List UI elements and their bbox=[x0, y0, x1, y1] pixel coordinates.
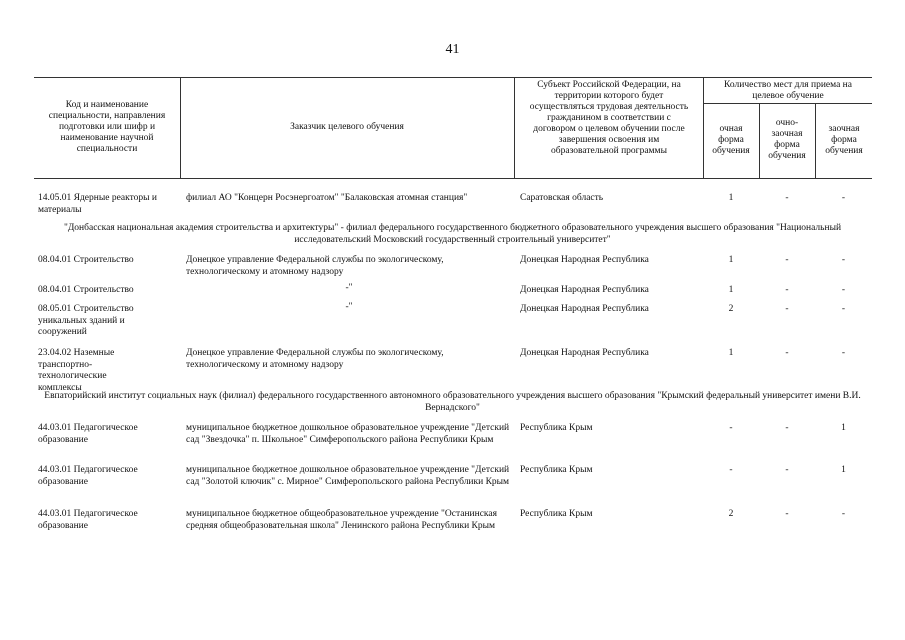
subject-cell: Донецкая Народная Республика bbox=[520, 255, 649, 265]
section-heading: "Донбасская национальная академия строительства и архитектуры" - филиал федерального государственного бюджетного образовательного учреждения высшего образования "Национальный исследовательский Московский государственный строительный университет" bbox=[63, 223, 842, 245]
mixed-cell: - bbox=[785, 423, 789, 433]
customer-cell: Донецкое управление Федеральной службы по экологическому, технологическому и атомному надзору bbox=[186, 255, 444, 277]
subject-cell: Республика Крым bbox=[520, 465, 593, 475]
header-mixed: очно-заочная форма обучения bbox=[768, 118, 806, 161]
fulltime-cell: - bbox=[729, 465, 733, 475]
header-divider bbox=[180, 77, 181, 178]
mixed-cell: - bbox=[785, 255, 789, 265]
header-fulltime: очная форма обучения bbox=[712, 124, 750, 156]
specialty-cell: 14.05.01 Ядерные реакторы и материалы bbox=[38, 193, 157, 215]
specialty-cell: 44.03.01 Педагогическое образование bbox=[38, 423, 138, 445]
header-top-border bbox=[34, 77, 872, 78]
extramural-cell: - bbox=[841, 193, 846, 203]
specialty-cell: 08.04.01 Строительство bbox=[38, 255, 134, 265]
fulltime-cell: 1 bbox=[728, 348, 734, 358]
extramural-cell: - bbox=[841, 285, 846, 295]
fulltime-cell: - bbox=[729, 423, 733, 433]
header-bottom-border bbox=[34, 178, 872, 179]
header-divider bbox=[815, 103, 816, 178]
page-number: 41 bbox=[445, 42, 460, 57]
specialty-cell: 44.03.01 Педагогическое образование bbox=[38, 509, 138, 531]
header-divider bbox=[514, 77, 515, 178]
mixed-cell: - bbox=[785, 509, 789, 519]
subject-cell: Донецкая Народная Республика bbox=[520, 285, 649, 295]
subject-cell: Республика Крым bbox=[520, 423, 593, 433]
extramural-cell: - bbox=[841, 304, 846, 314]
specialty-cell: 08.04.01 Строительство bbox=[38, 285, 134, 295]
fulltime-cell: 2 bbox=[728, 304, 734, 314]
fulltime-cell: 2 bbox=[728, 509, 734, 519]
header-subject: Субъект Российской Федерации, на территории которого будет осуществляться трудовая деятельность гражданином в соответствии с договором о целевом обучении после завершения освоения им образовательной программы bbox=[529, 80, 689, 156]
header-extramural: заочная форма обучения bbox=[825, 124, 863, 156]
mixed-cell: - bbox=[785, 304, 789, 314]
customer-cell: филиал АО "Концерн Росэнергоатом" "Балаковская атомная станция" bbox=[186, 193, 468, 203]
mixed-cell: - bbox=[785, 465, 789, 475]
subject-cell: Донецкая Народная Республика bbox=[520, 348, 649, 358]
subject-cell: Саратовская область bbox=[520, 193, 604, 203]
fulltime-cell: 1 bbox=[728, 255, 734, 265]
mixed-cell: - bbox=[785, 348, 789, 358]
customer-cell: муниципальное бюджетное дошкольное образовательное учреждение "Детский сад "Золотой ключик" с. Мирное" Симферопольского района Республики Крым bbox=[186, 465, 510, 487]
fulltime-cell: 1 bbox=[728, 193, 734, 203]
mixed-cell: - bbox=[785, 193, 789, 203]
extramural-cell: 1 bbox=[841, 465, 846, 475]
customer-cell: муниципальное бюджетное общеобразовательное учреждение "Останинская средняя общеобразовательная школа" Ленинского района Республики Крым bbox=[186, 509, 497, 531]
header-sub-border bbox=[703, 103, 872, 104]
fulltime-cell: 1 bbox=[728, 285, 734, 295]
header-specialty: Код и наименование специальности, направления подготовки или шифр и наименование научной специальности bbox=[48, 100, 166, 154]
extramural-cell: - bbox=[841, 255, 846, 265]
customer-cell: -" bbox=[345, 283, 353, 293]
extramural-cell: - bbox=[841, 509, 846, 519]
customer-cell: Донецкое управление Федеральной службы по экологическому, технологическому и атомному надзору bbox=[186, 348, 444, 370]
customer-cell: муниципальное бюджетное дошкольное образовательное учреждение "Детский сад "Звездочка" п. Школьное" Симферопольского района Республики Крым bbox=[186, 423, 510, 445]
header-places: Количество мест для приема на целевое обучение bbox=[724, 80, 852, 101]
specialty-cell: 23.04.02 Наземные транспортно-технологические комплексы bbox=[38, 348, 115, 393]
extramural-cell: 1 bbox=[841, 423, 846, 433]
subject-cell: Республика Крым bbox=[520, 509, 593, 519]
specialty-cell: 08.05.01 Строительство уникальных зданий и сооружений bbox=[38, 304, 134, 337]
specialty-cell: 44.03.01 Педагогическое образование bbox=[38, 465, 138, 487]
mixed-cell: - bbox=[785, 285, 789, 295]
subject-cell: Донецкая Народная Республика bbox=[520, 304, 649, 314]
customer-cell: -" bbox=[345, 302, 353, 312]
header-divider bbox=[759, 103, 760, 178]
header-divider bbox=[703, 77, 704, 178]
section-heading: Евпаторийский институт социальных наук (филиал) федерального государственного автономного образовательного учреждения высшего образования "Крымский федеральный университет имени В.И. Вернадского" bbox=[44, 391, 861, 413]
extramural-cell: - bbox=[841, 348, 846, 358]
header-customer: Заказчик целевого обучения bbox=[290, 122, 404, 132]
